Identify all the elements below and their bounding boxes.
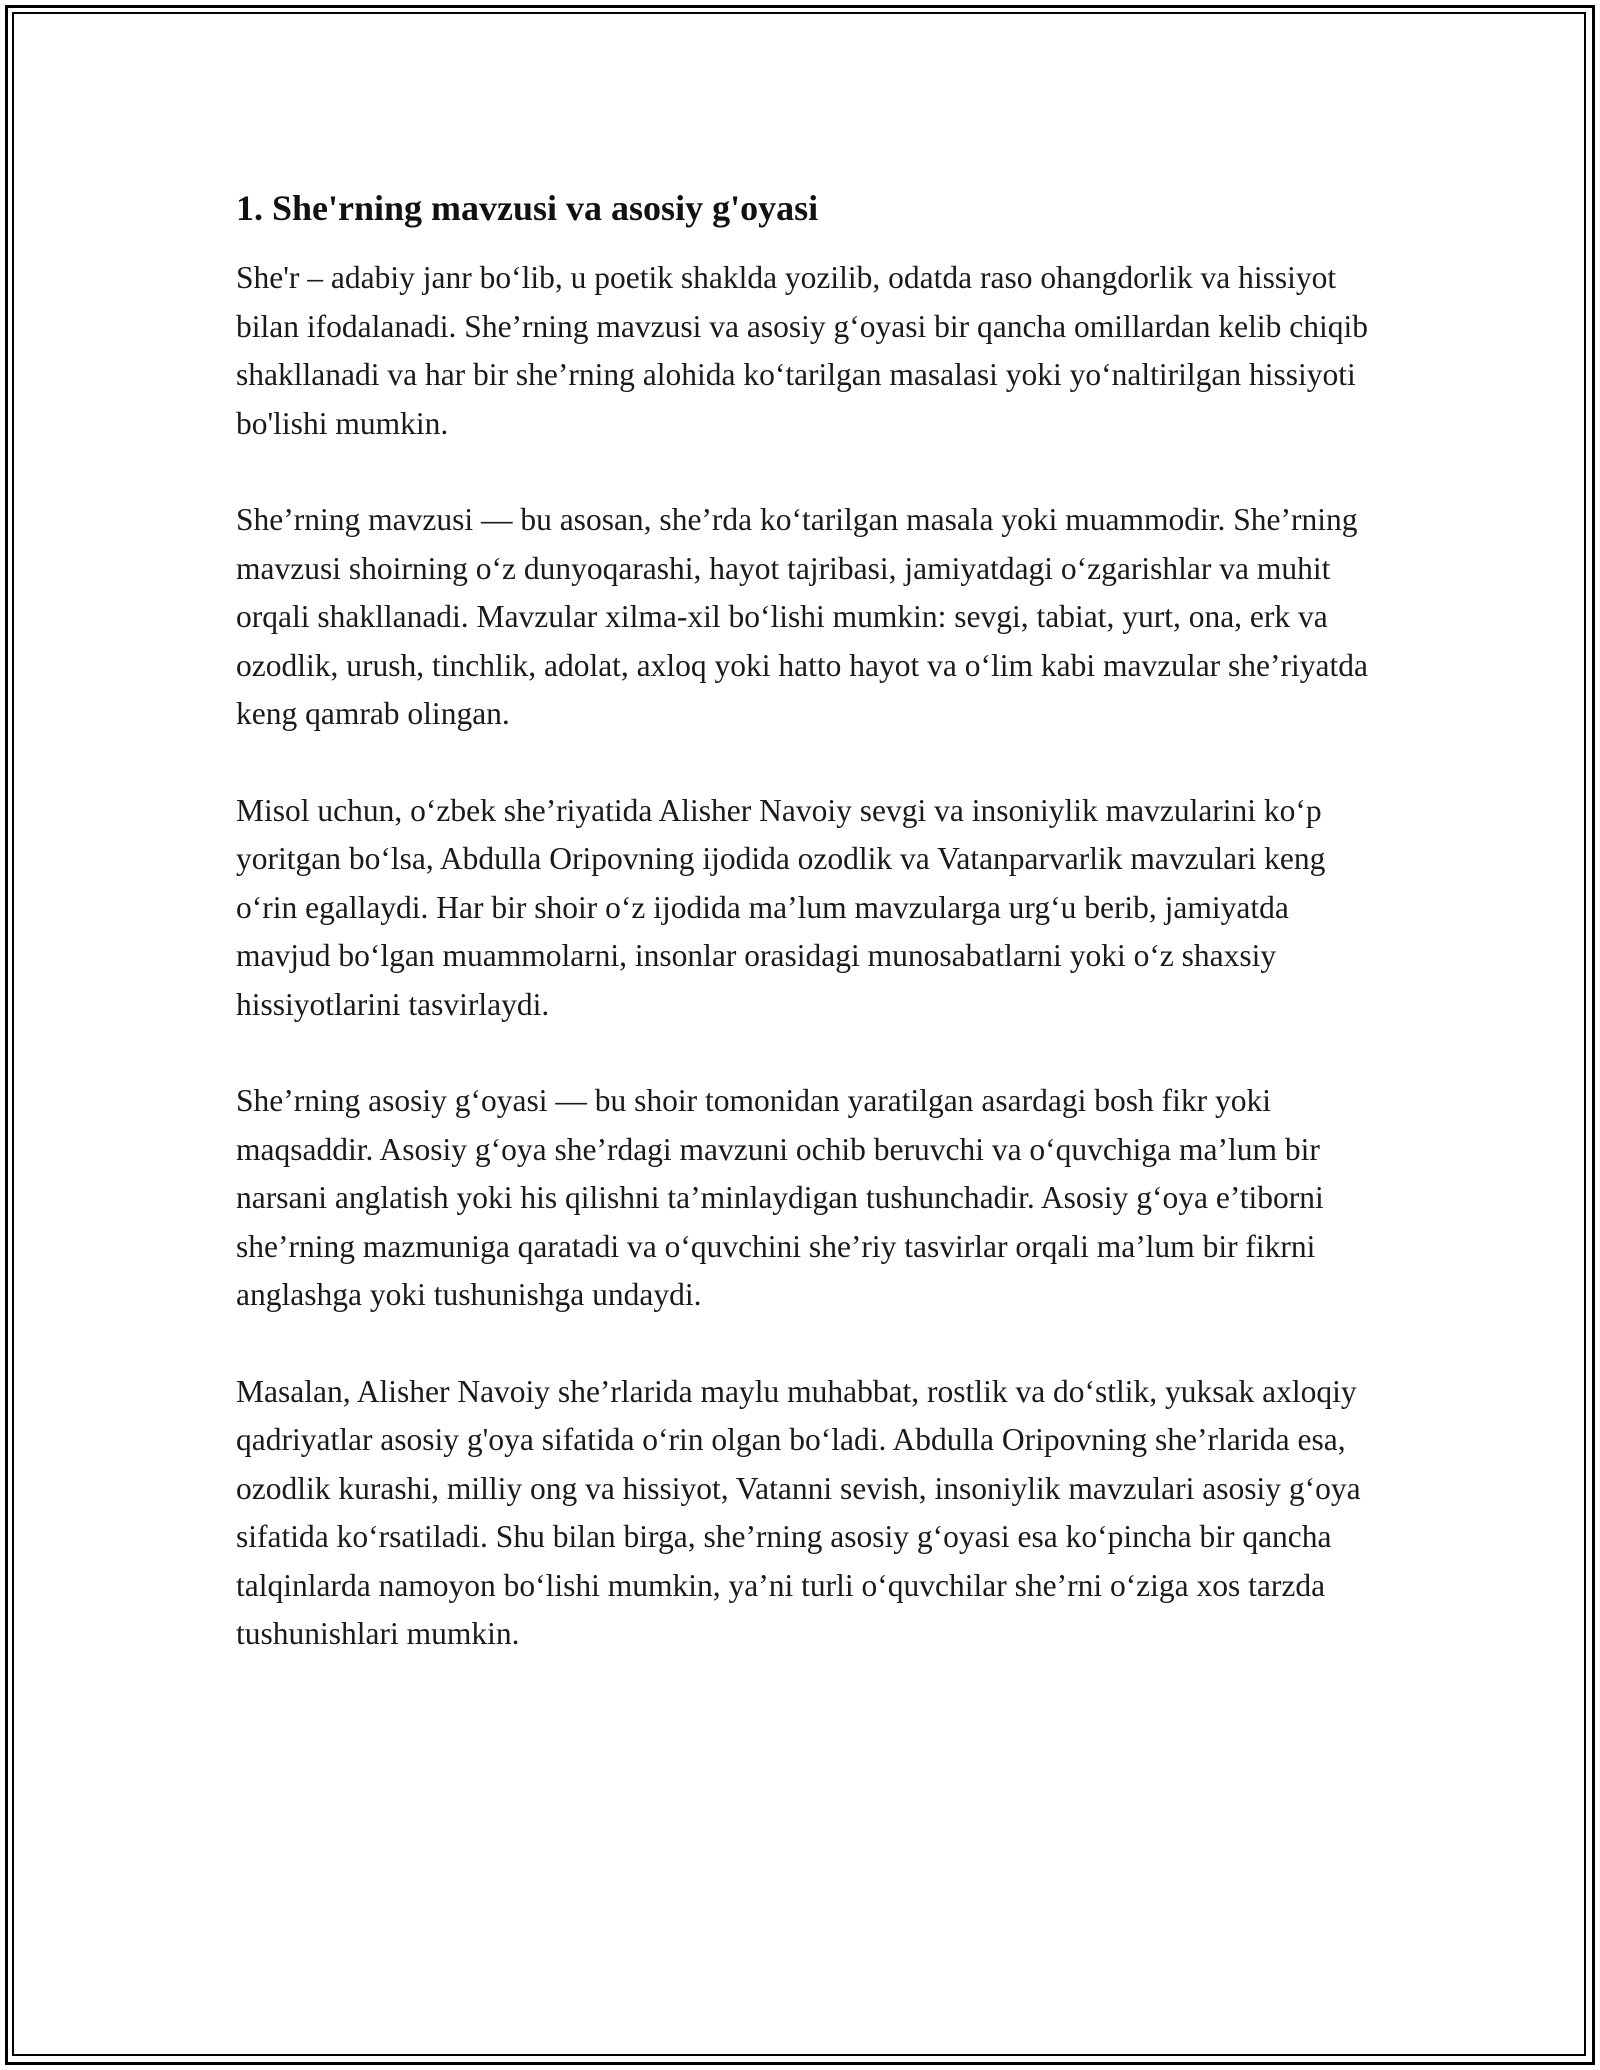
paragraph-theme-examples: Misol uchun, o‘zbek she’riyatida Alisher Navoiy sevgi va insoniylik mavzularini ko‘p yoritgan bo‘lsa, Abdulla Oripovning ijodida ozodlik va Vatanparvarlik mavzulari keng o‘rin egallaydi. Har bir shoir o‘z ijodida ma’lum mavzularga urg‘u berib, jamiyatda mavjud bo‘lgan muammolarni, insonlar orasidagi munosabatlarni yoki o‘z shaxsiy hissiyotlarini tasvirlaydi.	[236, 792, 1326, 1022]
section-title: 1. She'rning mavzusi va asosiy g'oyasi	[236, 188, 819, 228]
paragraph-main-idea-examples: Masalan, Alisher Navoiy she’rlarida maylu muhabbat, rostlik va do‘stlik, yuksak axloqiy qadriyatlar asosiy g'oya sifatida o‘rin olgan bo‘ladi. Abdulla Oripovning she’rlarida esa, ozodlik kurashi, milliy ong va hissiyot, Vatanni sevish, insoniylik mavzulari asosiy g‘oya sifatida ko‘rsatiladi. Shu bilan birga, she’rning asosiy g‘oyasi esa ko‘pincha bir qancha talqinlarda namoyon bo‘lishi mumkin, ya’ni turli o‘quvchilar she’rni o‘ziga xos tarzda tushunishlari mumkin.	[236, 1373, 1361, 1651]
paragraph-theme-definition: She’rning mavzusi — bu asosan, she’rda ko‘tarilgan masala yoki muammodir. She’rning mavzusi shoirning o‘z dunyoqarashi, hayot tajribasi, jamiyatdagi o‘zgarishlar va muhit orqali shakllanadi. Mavzular xilma-xil bo‘lishi mumkin: sevgi, tabiat, yurt, ona, erk va ozodlik, urush, tinchlik, adolat, axloq yoki hatto hayot va o‘lim kabi mavzular she’riyatda keng qamrab olingan.	[236, 502, 1368, 731]
paragraph-main-idea-definition: She’rning asosiy g‘oyasi — bu shoir tomonidan yaratilgan asardagi bosh fikr yoki maqsaddir. Asosiy g‘oya she’rdagi mavzuni ochib beruvchi va o‘quvchiga ma’lum bir narsani anglatish yoki his qilishni ta’minlaydigan tushunchadir. Asosiy g‘oya e’tiborni she’rning mazmuniga qaratadi va o‘quvchini she’riy tasvirlar orqali ma’lum bir fikrni anglashga yoki tushunishga undaydi.	[236, 1083, 1324, 1312]
document-body	[236, 184, 1386, 1707]
paragraph-intro: She'r – adabiy janr bo‘lib, u poetik shaklda yozilib, odatda raso ohangdorlik va hissiyot bilan ifodalanadi. She’rning mavzusi va asosiy g‘oyasi bir qancha omillardan kelib chiqib shakllanadi va har bir she’rning alohida ko‘tarilgan masalasi yoki yo‘naltirilgan hissiyoti bo'lishi mumkin.	[236, 260, 1368, 441]
